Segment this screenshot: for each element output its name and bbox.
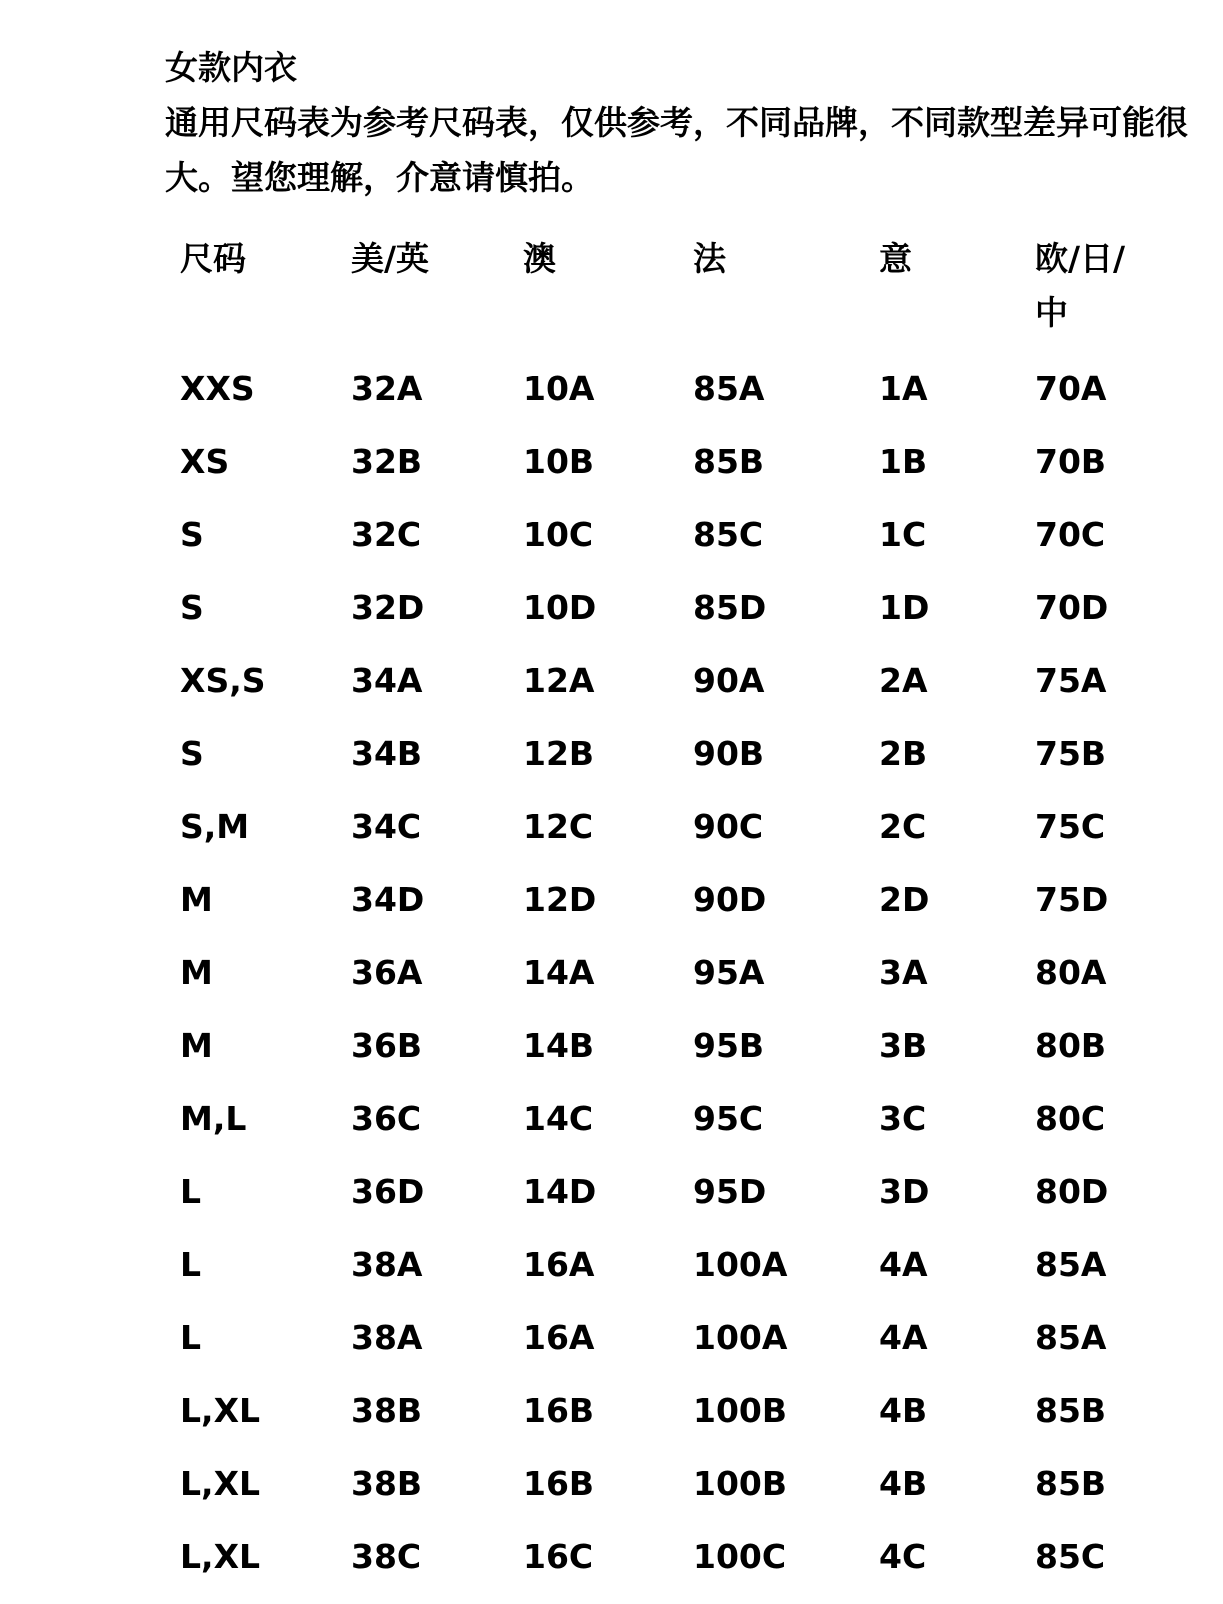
cell-size: M [180,880,213,919]
cell-size: L [180,1172,202,1211]
cell-fr: 100C [693,1537,787,1576]
cell-it: 1A [879,369,928,408]
cell-it: 3B [879,1026,928,1065]
cell-fr: 85C [693,515,764,554]
cell-it: 4A [879,1245,928,1284]
cell-eu-jp-cn: 75A [1035,661,1107,700]
cell-au: 14A [523,953,595,992]
cell-fr: 100B [693,1391,788,1430]
cell-fr: 85B [693,442,765,481]
cell-fr: 85D [693,588,767,627]
cell-size: L [180,1245,202,1284]
cell-au: 12A [523,661,595,700]
cell-us-uk: 36C [351,1099,422,1138]
cell-size: M [180,953,213,992]
cell-us-uk: 34C [351,807,422,846]
cell-eu-jp-cn: 85C [1035,1537,1106,1576]
cell-fr: 90B [693,734,765,773]
cell-it: 2D [879,880,930,919]
cell-us-uk: 32D [351,588,425,627]
cell-us-uk: 32A [351,369,423,408]
cell-us-uk: 34B [351,734,423,773]
cell-eu-jp-cn: 85A [1035,1318,1107,1357]
cell-eu-jp-cn: 70B [1035,442,1107,481]
cell-us-uk: 36B [351,1026,423,1065]
cell-size: S [180,515,204,554]
cell-us-uk: 38C [351,1537,422,1576]
cell-au: 16C [523,1537,594,1576]
cell-size: M [180,1026,213,1065]
cell-size: S,M [180,807,250,846]
cell-it: 4C [879,1537,927,1576]
cell-au: 12C [523,807,594,846]
cell-au: 16A [523,1318,595,1357]
cell-au: 16B [523,1464,595,1503]
cell-size: S [180,588,204,627]
cell-fr: 100A [693,1245,788,1284]
cell-au: 10B [523,442,595,481]
cell-fr: 100B [693,1464,788,1503]
cell-fr: 90C [693,807,764,846]
cell-eu-jp-cn: 85B [1035,1391,1107,1430]
cell-it: 2A [879,661,928,700]
cell-it: 1C [879,515,927,554]
cell-eu-jp-cn: 85B [1035,1464,1107,1503]
cell-size: L [180,1318,202,1357]
size-notice: 通用尺码表为参考尺码表，仅供参考，不同品牌，不同款型差异可能很大。望您理解，介意请慎拍。 [165,103,1188,197]
cell-fr: 100A [693,1318,788,1357]
cell-it: 3A [879,953,928,992]
cell-us-uk: 38A [351,1245,423,1284]
cell-us-uk: 38B [351,1464,423,1503]
cell-size: M,L [180,1099,247,1138]
cell-fr: 95B [693,1026,765,1065]
cell-size: S [180,734,204,773]
cell-eu-jp-cn: 80B [1035,1026,1107,1065]
cell-it: 4B [879,1391,928,1430]
cell-us-uk: 32C [351,515,422,554]
cell-it: 2C [879,807,927,846]
cell-eu-jp-cn: 75B [1035,734,1107,773]
cell-us-uk: 32B [351,442,423,481]
cell-it: 1B [879,442,928,481]
cell-it: 3C [879,1099,927,1138]
cell-us-uk: 38A [351,1318,423,1357]
cell-us-uk: 36D [351,1172,425,1211]
cell-fr: 90A [693,661,765,700]
cell-it: 3D [879,1172,930,1211]
cell-au: 16A [523,1245,595,1284]
header-eu-jp-cn: 欧/日/中 [1035,239,1126,332]
cell-eu-jp-cn: 80C [1035,1099,1106,1138]
cell-eu-jp-cn: 70A [1035,369,1107,408]
cell-size: L,XL [180,1464,261,1503]
cell-it: 4A [879,1318,928,1357]
header-fr: 法 [693,239,726,278]
cell-au: 14C [523,1099,594,1138]
cell-size: XS [180,442,230,481]
cell-it: 1D [879,588,930,627]
cell-fr: 95D [693,1172,767,1211]
cell-it: 2B [879,734,928,773]
cell-eu-jp-cn: 80D [1035,1172,1109,1211]
header-us-uk: 美/英 [351,239,430,278]
cell-eu-jp-cn: 75C [1035,807,1106,846]
cell-us-uk: 34A [351,661,423,700]
cell-au: 10C [523,515,594,554]
header-au: 澳 [523,239,556,278]
cell-au: 12B [523,734,595,773]
cell-fr: 95C [693,1099,764,1138]
cell-fr: 85A [693,369,765,408]
cell-au: 12D [523,880,597,919]
header-size: 尺码 [180,239,246,278]
header-it: 意 [879,239,912,278]
cell-size: XS,S [180,661,266,700]
cell-us-uk: 38B [351,1391,423,1430]
cell-fr: 95A [693,953,765,992]
cell-eu-jp-cn: 80A [1035,953,1107,992]
cell-fr: 90D [693,880,767,919]
cell-au: 10D [523,588,597,627]
cell-us-uk: 36A [351,953,423,992]
cell-eu-jp-cn: 70D [1035,588,1109,627]
cell-size: XXS [180,369,255,408]
page-title: 女款内衣 [165,48,297,87]
cell-eu-jp-cn: 70C [1035,515,1106,554]
cell-size: L,XL [180,1391,261,1430]
cell-it: 4B [879,1464,928,1503]
document [165,44,1215,205]
cell-au: 16B [523,1391,595,1430]
cell-us-uk: 34D [351,880,425,919]
cell-au: 10A [523,369,595,408]
cell-size: L,XL [180,1537,261,1576]
cell-eu-jp-cn: 75D [1035,880,1109,919]
cell-au: 14B [523,1026,595,1065]
cell-eu-jp-cn: 85A [1035,1245,1107,1284]
cell-au: 14D [523,1172,597,1211]
